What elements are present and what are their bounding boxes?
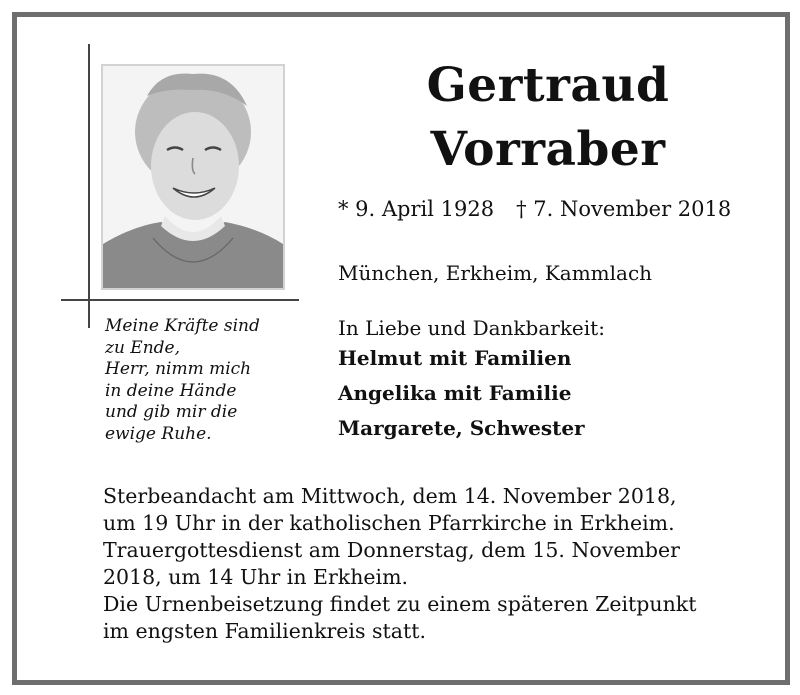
service-line: 2018, um 14 Uhr in Erkheim. (103, 565, 409, 589)
mourner-name: Angelika mit Familie (338, 381, 572, 405)
quote-line: Herr, nimm mich (105, 359, 252, 379)
quote-line: und gib mir die (105, 402, 238, 422)
vertical-divider-line (88, 44, 90, 328)
places-of-life: München, Erkheim, Kammlach (338, 261, 653, 285)
quote-line: Meine Kräfte sind (105, 316, 260, 336)
service-line: Sterbeandacht am Mittwoch, dem 14. November 2018, (103, 484, 677, 508)
deceased-last-name: Vorraber (430, 122, 666, 177)
service-line: um 19 Uhr in der katholischen Pfarrkirche in Erkheim. (103, 511, 675, 535)
service-details (103, 483, 763, 645)
death-date: † 7. November 2018 (516, 197, 732, 221)
life-dates (338, 197, 731, 221)
mourner-name: Helmut mit Familien (338, 346, 572, 370)
portrait-photo (101, 64, 285, 290)
mourner-name: Margarete, Schwester (338, 416, 585, 440)
quote-line: ewige Ruhe. (105, 423, 212, 444)
memorial-quote (105, 316, 305, 445)
service-line: Trauergottesdienst am Donnerstag, dem 15. November (103, 538, 680, 562)
deceased-first-name: Gertraud (426, 58, 670, 113)
quote-line: in deine Hände (105, 380, 237, 401)
horizontal-divider-line (61, 299, 299, 301)
thanks-intro: In Liebe und Dankbarkeit: (338, 316, 605, 340)
service-line: im engsten Familienkreis statt. (103, 619, 426, 643)
birth-date: * 9. April 1928 (338, 197, 495, 221)
quote-line: zu Ende, (105, 337, 181, 358)
service-line: Die Urnenbeisetzung findet zu einem späteren Zeitpunkt (103, 592, 697, 616)
